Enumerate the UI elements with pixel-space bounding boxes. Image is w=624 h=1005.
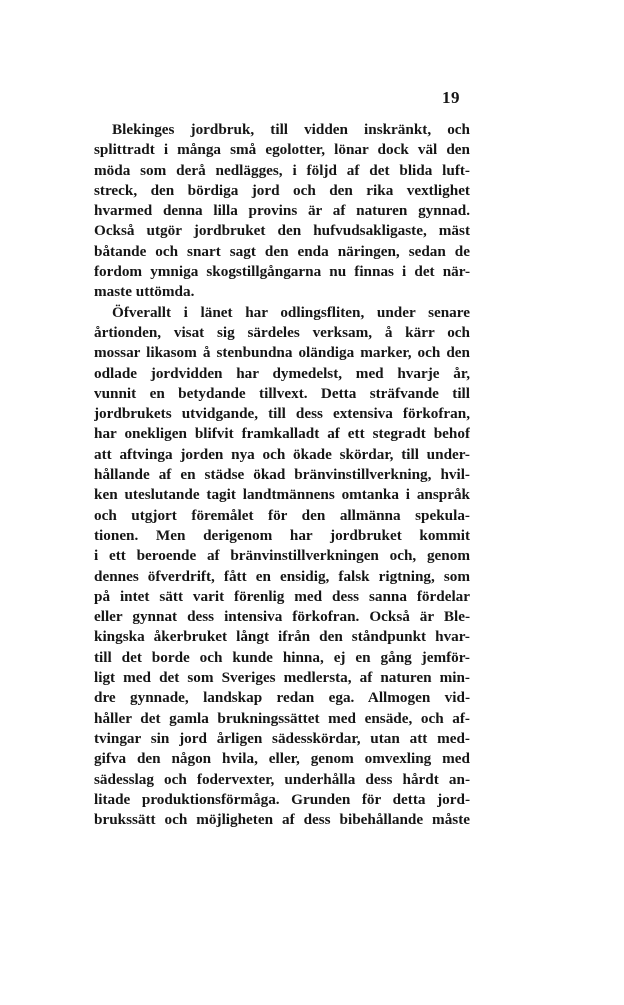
text-line: maste uttömda.	[94, 283, 195, 301]
text-line: Blekinges jordbruk, till vidden inskränkt, och	[112, 121, 470, 138]
text-line: streck, den bördiga jord och den rika vextlighet	[94, 181, 470, 199]
text-line: litade produktionsförmåga. Grunden för detta jord-	[94, 790, 470, 808]
text-line: ken uteslutande tagit landtmännens omtanka i anspråk	[94, 486, 470, 504]
text-line: Öfverallt i länet har odlingsfliten, under senare	[112, 303, 470, 321]
text-line: tvingar sin jord årligen sädesskördar, utan att med-	[94, 729, 470, 747]
text-line: vunnit en betydande tillvext. Detta sträfvande till	[94, 384, 470, 402]
text-line: sädesslag och fodervexter, underhålla dess hårdt an-	[94, 770, 470, 788]
text-line: hvarmed denna lilla provins är af naturen gynnad.	[94, 202, 470, 220]
text-line: eller gynnat dess intensiva förkofran. Också är Ble-	[94, 608, 470, 626]
text-line: hållande af en städse ökad bränvinstillverkning, hvil-	[94, 466, 470, 484]
text-line: till det borde och kunde hinna, ej en gång jemför-	[94, 648, 470, 666]
text-line: dennes öfverdrift, fått en ensidig, falsk rigtning, som	[94, 567, 470, 585]
text-line: dre gynnade, landskap redan ega. Allmogen vid-	[94, 689, 470, 707]
text-line: och utgjort föremålet för den allmänna spekula-	[94, 506, 470, 524]
text-line: jordbrukets utvidgande, till dess extensiva förkofran,	[94, 405, 470, 423]
paragraph	[94, 303, 470, 831]
text-line: Också utgör jordbruket den hufvudsakligaste, mäst	[94, 222, 470, 240]
paragraph	[94, 120, 470, 303]
text-line: brukssätt och möjligheten af dess bibehållande måste	[94, 811, 470, 829]
body-text	[94, 120, 470, 830]
text-line: mossar likasom å stenbundna oländiga marker, och den	[94, 344, 470, 362]
text-line: kingska åkerbruket långt ifrån den ståndpunkt hvar-	[94, 628, 470, 646]
text-line: fordom ymniga skogstillgångarna nu finnas i det när-	[94, 263, 470, 281]
text-line: odlade jordvidden har dymedelst, med hvarje år,	[94, 364, 470, 382]
page-number: 19	[442, 88, 460, 107]
text-line: i ett beroende af bränvinstillverkningen och, genom	[94, 547, 470, 565]
text-line: ligt med det som Sveriges medlersta, af naturen min-	[94, 669, 470, 687]
text-line: möda som derå nedlägges, i följd af det blida luft-	[94, 161, 470, 179]
text-line: har onekligen blifvit framkalladt af ett stegradt behof	[94, 425, 470, 443]
text-line: håller det gamla brukningssättet med ensäde, och af-	[94, 709, 470, 727]
text-line: splittradt i många små egolotter, lönar dock väl den	[94, 141, 470, 159]
text-line: att aftvinga jorden nya och ökade skördar, till under-	[94, 445, 470, 463]
text-line: tionen. Men derigenom har jordbruket kommit	[94, 526, 470, 544]
text-line: årtionden, visat sig särdeles verksam, å kärr och	[94, 323, 470, 341]
text-line: båtande och snart sagt den enda näringen, sedan de	[94, 242, 470, 260]
text-line: på intet sätt varit förenlig med dess sanna fördelar	[94, 587, 470, 605]
text-line: gifva den någon hvila, eller, genom omvexling med	[94, 750, 470, 768]
